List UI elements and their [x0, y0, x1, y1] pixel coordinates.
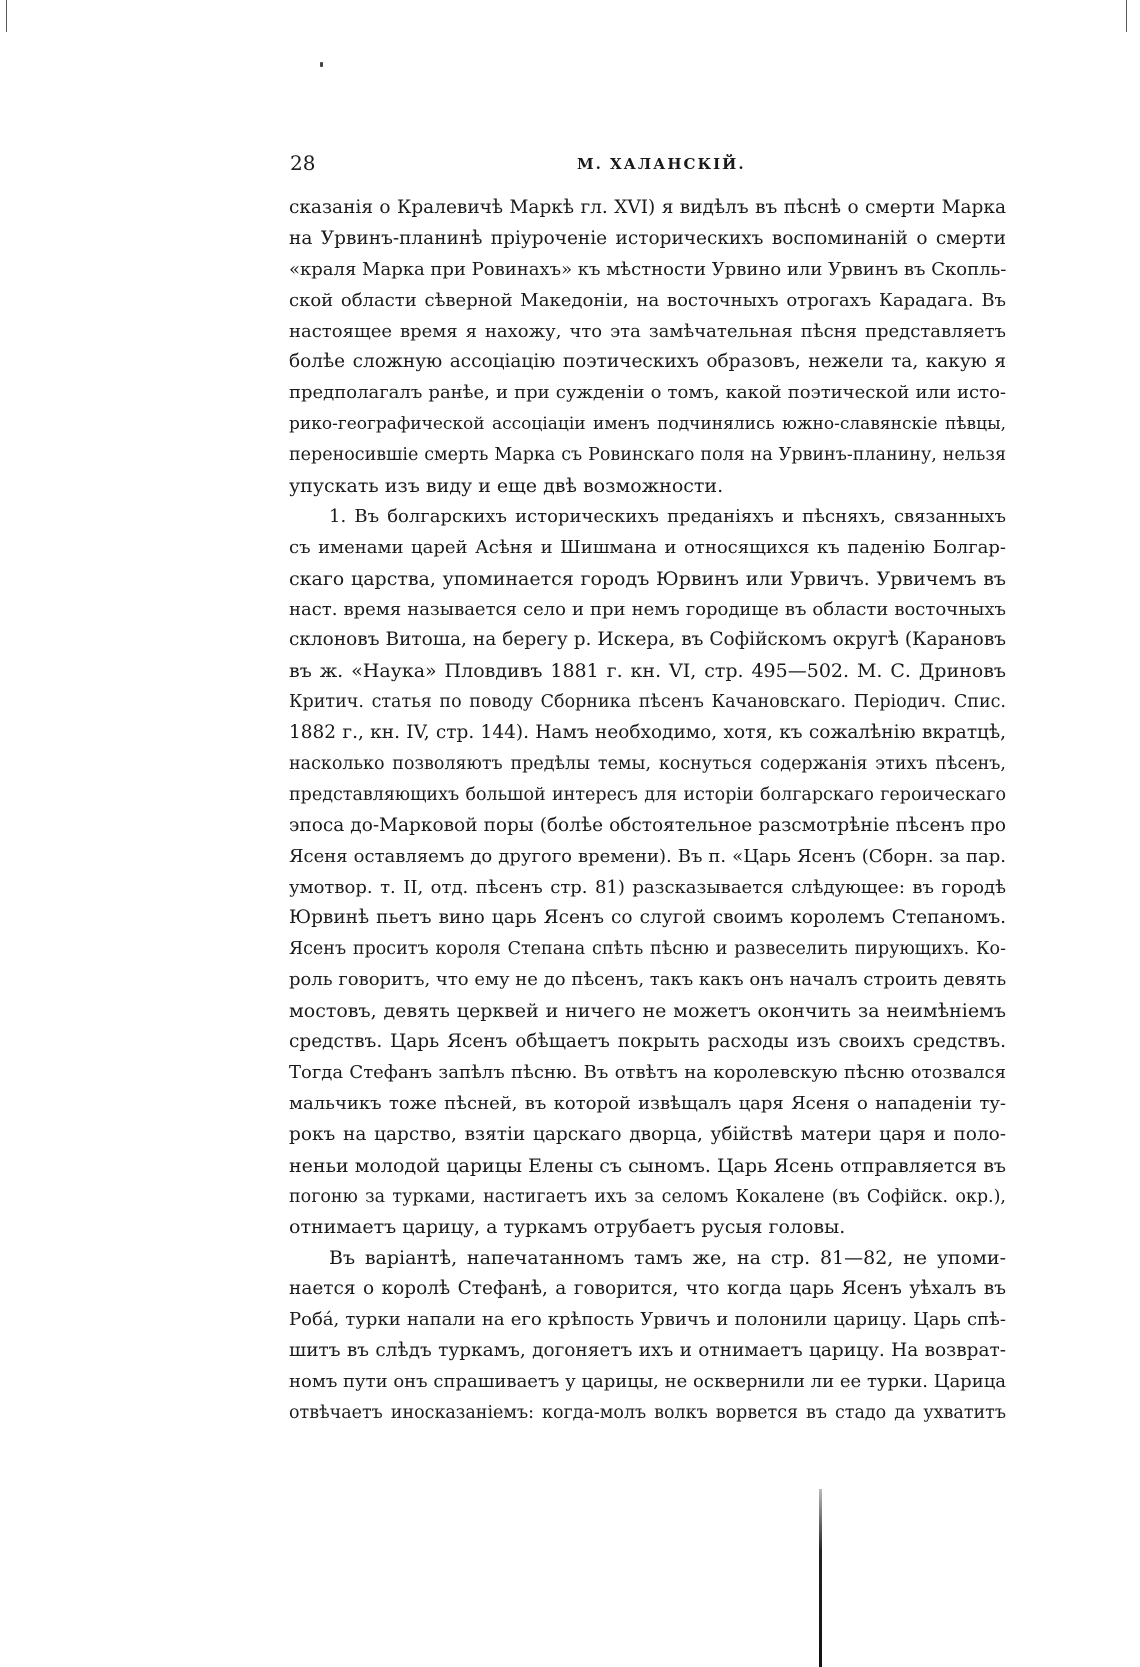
text-line: номъ пути онъ спрашиваетъ у царицы, не осквернили ли ее турки. Царица	[289, 1370, 1006, 1392]
text-line: отнимаетъ царицу, а туркамъ отрубаетъ русыя головы.	[289, 1216, 846, 1239]
text-line: ской области сѣверной Македоніи, на восточныхъ отрогахъ Карадага. Въ	[289, 289, 1006, 311]
text-line: Въ варіантѣ, напечатанномъ тамъ же, на стр. 81—82, не упоми-	[329, 1247, 1006, 1270]
text-line: съ именами царей Асѣня и Шишмана и относящихся къ паденію Болгар-	[289, 536, 1006, 558]
scan-edge-left	[6, 0, 7, 32]
text-line: наст. время называется село и при немъ городище въ области восточныхъ	[289, 598, 1006, 620]
text-line: Юрвинѣ пьетъ вино царь Ясенъ со слугой своимъ королемъ Степаномъ.	[289, 907, 1006, 929]
text-line: Робá, турки напали на его крѣпость Урвичъ и полонили царицу. Царь спѣ-	[289, 1309, 1006, 1331]
text-line: сказанія о Кралевичѣ Маркѣ гл. XVI) я видѣлъ въ пѣснѣ о смерти Марка	[289, 197, 1006, 218]
text-line: роль говоритъ, что ему не до пѣсенъ, такъ какъ онъ началъ строить девять	[289, 969, 1007, 991]
text-line: мостовъ, девять церквей и ничего не можетъ окончить за неимѣніемъ	[289, 1000, 1006, 1023]
text-line: рокъ на царство, взятіи царскаго дворца, убійствѣ матери царя и поло-	[289, 1123, 1006, 1145]
text-line: насколько позволяютъ предѣлы темы, коснуться содержанія этихъ пѣсенъ,	[289, 754, 1006, 775]
text-line: «краля Марка при Ровинахъ» къ мѣстности Урвино или Урвинъ въ Скопль-	[289, 258, 1007, 280]
text-line: настоящее время я нахожу, что эта замѣчательная пѣсня представляетъ	[289, 320, 1006, 342]
running-head: М. ХАЛАНСКІЙ.	[577, 155, 746, 173]
text-line: скаго царства, упоминается городъ Юрвинъ или Урвичъ. Урвичемъ въ	[289, 567, 1006, 590]
scan-speck	[320, 62, 323, 67]
scan-edge-right	[1126, 0, 1127, 32]
text-line: представляющихъ большой интересъ для исторіи болгарскаго героическаго	[289, 784, 1006, 805]
text-line: умотвор. т. II, отд. пѣсенъ стр. 81) разсказывается слѣдующее: въ городѣ	[289, 876, 1006, 898]
text-line: 1. Въ болгарскихъ историческихъ преданіяхъ и пѣсняхъ, связанныхъ	[329, 505, 1006, 527]
text-line: упускать изъ виду и еще двѣ возможности.	[289, 475, 724, 498]
text-line: средствъ. Царь Ясенъ обѣщаетъ покрыть расходы изъ своихъ средствъ.	[289, 1031, 1006, 1053]
text-line: Критич. статья по поводу Сборника пѣсенъ Качановскаго. Періодич. Спис.	[289, 692, 1006, 713]
text-line: рико-географической ассоціаціи именъ подчинялись южно-славянскіе пѣвцы,	[289, 414, 1006, 435]
binding-mark	[819, 1489, 822, 1667]
text-line: предполагалъ ранѣе, и при сужденіи о томъ, какой поэтической или исто-	[289, 382, 1006, 404]
text-line: склоновъ Витоша, на берегу р. Искера, въ Софійскомъ округѣ (Карановъ	[289, 629, 1006, 651]
text-line: 1882 г., кн. IV, стр. 144). Намъ необходимо, хотя, къ сожалѣнію вкратцѣ,	[289, 722, 1006, 744]
text-line: Ясенъ проситъ короля Степана спѣть пѣсню и развеселить пирующихъ. Ко-	[289, 939, 1006, 960]
text-line: неньи молодой царицы Елены съ сыномъ. Царь Ясень отправляется въ	[289, 1154, 1006, 1177]
text-line: погоню за турками, настигаетъ ихъ за селомъ Кокалене (въ Софійск. окр.),	[289, 1186, 1006, 1207]
text-line: отвѣчаетъ иносказаніемъ: когда-молъ волкъ ворвется въ стадо да ухватитъ	[289, 1402, 1006, 1423]
text-line: на Урвинъ-планинѣ пріуроченіе историческихъ воспоминаній о смерти	[289, 227, 1006, 249]
text-line: въ ж. «Наука» Пловдивъ 1881 г. кн. VI, стр. 495—502. М. С. Дриновъ	[289, 660, 1006, 683]
text-line: переносившіе смерть Марка съ Ровинскаго поля на Урвинъ-планину, нельзя	[289, 445, 1006, 466]
body-text	[289, 193, 1006, 1429]
text-line: болѣе сложную ассоціацію поэтическихъ образовъ, нежели та, какую я	[289, 351, 1006, 373]
text-line: нается о королѣ Стефанѣ, а говорится, что когда царь Ясенъ уѣхалъ въ	[289, 1278, 1006, 1300]
text-line: мальчикъ тоже пѣсней, въ которой извѣщалъ царя Ясеня о нападеніи ту-	[289, 1092, 1006, 1114]
text-line: Тогда Стефанъ запѣлъ пѣсню. Въ отвѣтъ на королевскую пѣсню отозвался	[289, 1061, 1006, 1083]
text-line: эпоса до-Марковой поры (болѣе обстоятельное разсмотрѣніе пѣсенъ про	[289, 814, 1006, 836]
text-line: Ясеня оставляемъ до другого времени). Въ п. «Царь Ясенъ (Сборн. за пар.	[289, 845, 1006, 867]
text-line: шитъ въ слѣдъ туркамъ, догоняетъ ихъ и отнимаетъ царицу. На возврат-	[289, 1339, 1006, 1361]
page-number: 28	[290, 151, 316, 175]
page-header	[0, 151, 1140, 177]
